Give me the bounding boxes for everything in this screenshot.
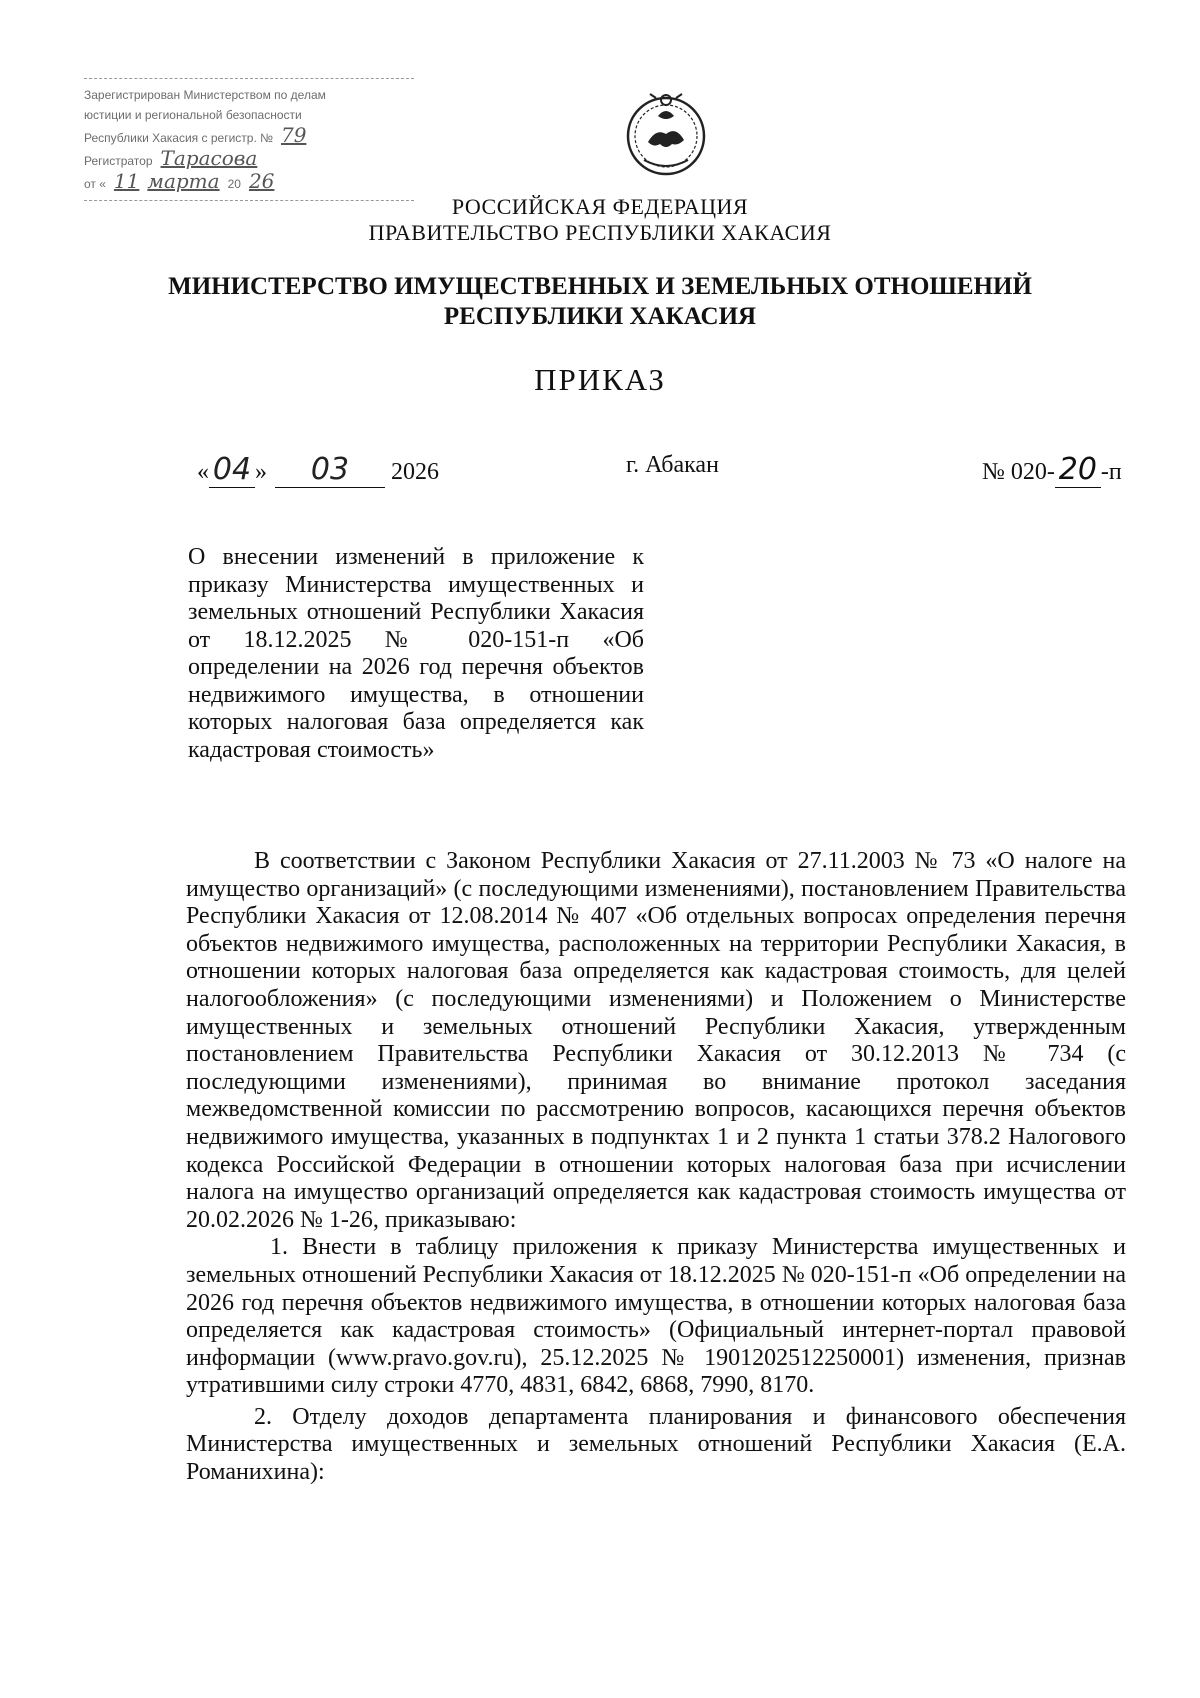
order-city: г. Абакан	[626, 452, 719, 478]
stamp-registry-number: 79	[280, 123, 307, 147]
ministry-line-2: РЕСПУБЛИКИ ХАКАСИЯ	[443, 303, 757, 330]
stamp-top-rule	[84, 78, 414, 79]
date-month: 03	[275, 452, 385, 488]
stamp-registrar-label: Регистратор	[84, 154, 153, 168]
date-day: 04	[209, 452, 255, 488]
ministry-heading	[0, 272, 1200, 332]
ministry-line-1: МИНИСТЕРСТВО ИМУЩЕСТВЕННЫХ И ЗЕМЕЛЬНЫХ ОТНОШЕНИЙ	[168, 273, 1032, 300]
stamp-line-5	[84, 171, 414, 194]
date-year: 2026	[391, 459, 439, 485]
order-date	[197, 452, 439, 488]
federation-heading: РОССИЙСКАЯ ФЕДЕРАЦИЯ	[451, 194, 749, 219]
registration-stamp	[84, 72, 414, 207]
order-body	[186, 848, 1126, 1487]
order-number	[982, 452, 1122, 488]
preamble-paragraph: В соответствии с Законом Республики Хакасия от 27.11.2003 № 73 «О налоге на имущество организаций» (с последующими изменениями), постановлением Правительства Республики Хакасия от 12.08.2014 № 407 «Об отдельных вопросах определения перечня объектов недвижимого имущества, расположенных на территории Республики Хакасия, в отношении которых налоговая база определяется как кадастровая стоимость, для целей налогообложения» (с последующими изменениями) и Положением о Министерстве имущественных и земельных отношений Республики Хакасия, утвержденным постановлением Правительства Республики Хакасия от 30.12.2013 № 734 (с последующими изменениями), принимая во внимание протокол заседания межведомственной комиссии по рассмотрению вопросов, касающихся перечня объектов недвижимого имущества, указанных в подпунктах 1 и 2 пункта 1 статьи 378.2 Налогового кодекса Российской Федерации в отношении которых налоговая база при исчислении налога на имущество организаций определяется как кадастровая стоимость имущества от 20.02.2026 № 1-26, приказываю:	[186, 848, 1126, 1233]
stamp-date-month: марта	[147, 169, 220, 193]
item-2-paragraph: 2. Отделу доходов департамента планирования и финансового обеспечения Министерства имущественных и земельных отношений Республики Хакасия (Е.А. Романихина):	[186, 1403, 1126, 1486]
stamp-date-label: от «	[84, 177, 106, 191]
number-value: 20	[1055, 452, 1101, 488]
stamp-registrar-signature: Тарасова	[160, 146, 258, 170]
stamp-line-1: Зарегистрирован Министерством по делам	[84, 88, 326, 102]
page-title: ПРИКАЗ	[534, 362, 666, 397]
item-1-paragraph: 1. Внести в таблицу приложения к приказу Министерства имущественных и земельных отношений Республики Хакасия от 18.12.2025 № 020-151-п «Об определении на 2026 год перечня объектов недвижимого имущества, в отношении которых налоговая база определяется как кадастровая стоимость» (Официальный интернет-портал правовой информации (www.pravo.gov.ru), 25.12.2025 № 1901202512250001) изменения, признав утратившими силу строки 4770, 4831, 6842, 6868, 7990, 8170.	[186, 1234, 1126, 1399]
stamp-date-year-prefix: 20	[227, 177, 241, 191]
date-open-quote: «	[197, 459, 209, 485]
stamp-line-2: юстиции и региональной безопасности	[84, 108, 302, 122]
stamp-date-day: 11	[113, 169, 140, 193]
stamp-line-3	[84, 125, 414, 148]
number-suffix: -п	[1100, 459, 1122, 485]
date-close-quote: »	[255, 459, 267, 485]
stamp-registry-label: Республики Хакасия с регистр. №	[84, 131, 273, 145]
stamp-line-4	[84, 148, 414, 171]
stamp-date-year: 26	[248, 169, 275, 193]
coat-of-arms-icon	[618, 86, 714, 182]
order-subject: О внесении изменений в приложение к приказу Министерства имущественных и земельных отношений Республики Хакасия от 18.12.2025 № 020-151-п «Об определении на 2026 год перечня объектов недвижимого имущества, в отношении которых налоговая база определяется как кадастровая стоимость»	[188, 544, 644, 763]
number-prefix: № 020-	[982, 459, 1055, 485]
government-heading: ПРАВИТЕЛЬСТВО РЕСПУБЛИКИ ХАКАСИЯ	[368, 220, 832, 245]
